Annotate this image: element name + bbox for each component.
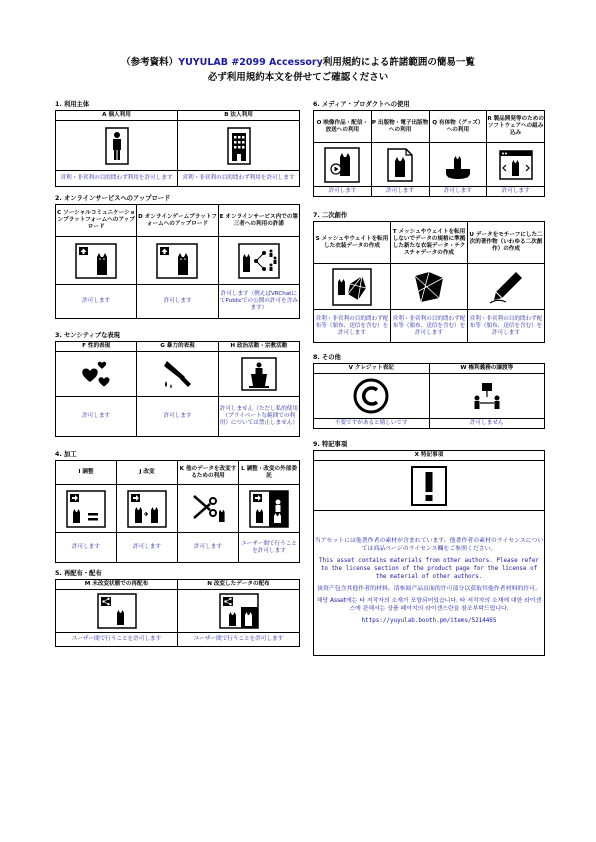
col-result: 許可しません（ただし私的使用（プライベートな範囲での利用）については禁止しません） xyxy=(218,397,299,437)
section-table xyxy=(55,341,300,437)
col-result: 許可します xyxy=(56,397,137,437)
icon-cell xyxy=(371,143,429,187)
col-result: ユーザー間で行うことを許可します xyxy=(239,533,300,563)
section-title: 9. 特記事項 xyxy=(313,441,348,448)
software-cat-icon xyxy=(498,147,534,183)
title-suffix: 利用規約による許諾範囲の簡易一覧 xyxy=(322,57,475,68)
col-result: 不要ですがあると嬉しいです xyxy=(314,419,430,429)
section-table xyxy=(55,110,300,187)
hearts-icon xyxy=(78,357,114,391)
icon-cell xyxy=(487,143,545,187)
upload-cat-icon xyxy=(75,243,117,279)
col-result: 許可します xyxy=(137,397,218,437)
icon-cell xyxy=(56,485,117,533)
icon-cell xyxy=(429,374,545,419)
icon-cell xyxy=(391,264,468,310)
building-icon xyxy=(227,127,251,165)
section-title: 3. センシティブな表現 xyxy=(55,332,120,339)
col-head: A 個人利用 xyxy=(56,111,178,121)
share-cat-icon xyxy=(238,243,280,279)
icon-cell xyxy=(178,590,300,633)
icon-cell xyxy=(314,143,372,187)
section-usage-subject xyxy=(55,100,300,187)
icon-cell xyxy=(56,352,137,397)
col-head: W 権利義務の譲渡等 xyxy=(429,364,545,374)
mesh-cat-icon xyxy=(332,268,372,306)
title-prefix: （参考資料） xyxy=(121,57,179,68)
col-head: D オンラインゲームプラットフォームへのアップロード xyxy=(137,205,218,237)
icon-cell xyxy=(137,237,218,285)
icon-cell xyxy=(137,352,218,397)
col-head: G 暴力的表現 xyxy=(137,342,218,352)
distribute-modified-icon xyxy=(219,593,259,629)
section-online-upload xyxy=(55,194,300,319)
icon-cell xyxy=(314,374,430,419)
col-head: L 調整・改変の外部委託 xyxy=(239,461,300,485)
modify-icon xyxy=(127,490,167,528)
col-result: 営利・非営利の目的問わず利用を許可します xyxy=(56,171,178,187)
icon-cell xyxy=(314,264,391,310)
col-result: 許可します xyxy=(429,187,487,197)
col-result: 営利・非営利の目的問わず配布等（頒布、送信を含む）を許可します xyxy=(468,310,545,343)
section-title: 6. メディア・プロダクトへの使用 xyxy=(313,101,410,108)
section-table xyxy=(55,204,300,319)
adjust-icon xyxy=(66,490,106,528)
pen-icon xyxy=(486,268,526,306)
video-cat-icon xyxy=(324,147,360,183)
title-accent: YUYULAB #2099 Accessory xyxy=(178,57,323,68)
section-title: 2. オンラインサービスへのアップロード xyxy=(55,195,171,202)
title-subline: 必ず利用規約本文を併せてご確認ください xyxy=(207,72,389,83)
col-result: 許可します xyxy=(56,533,117,563)
col-result: 営利・非営利の目的問わず配布等（頒布、送信を含む）を許可します xyxy=(314,310,391,343)
section-table xyxy=(313,221,545,343)
person-icon xyxy=(105,127,129,165)
section-table xyxy=(55,579,300,647)
col-head: S メッシュやウェイトを転用した衣装データの作成 xyxy=(314,222,391,264)
podium-icon xyxy=(241,357,277,391)
col-head: K 他のデータを改変するための利用 xyxy=(178,461,239,485)
col-head: I 調整 xyxy=(56,461,117,485)
col-head: O 映像作品・配信・放送への利用 xyxy=(314,111,372,143)
col-result: 許可します xyxy=(137,285,218,319)
section-table xyxy=(55,460,300,563)
col-result: 許可します xyxy=(117,533,178,563)
section-table xyxy=(313,110,545,197)
col-result: 営利・非営利の目的問わず配布等（頒布、送信を含む）を許可します xyxy=(391,310,468,343)
icon-cell xyxy=(178,485,239,533)
section-title: 7. 二次創作 xyxy=(313,212,348,219)
col-result: 許可します（例えばVRChatにてPublicでの公開の許可を含みます） xyxy=(218,285,299,319)
col-result: 許可します xyxy=(314,187,372,197)
section-sensitive-expression xyxy=(55,331,300,437)
note-en: This asset contains materials from other authors. Please refer to the license section of the product page for the license of the material of other authors. xyxy=(319,558,539,580)
icon-cell xyxy=(218,352,299,397)
section-table xyxy=(313,363,545,429)
col-result: 許可します xyxy=(178,533,239,563)
note-zh: 该资产包含其他作者的材料。请参阅产品页面的许可部分以获取其他作者材料的许可。 xyxy=(317,586,541,592)
icon-cell xyxy=(56,590,178,633)
cloth-icon xyxy=(409,268,449,306)
col-head: Q 有体物（グッズ）への利用 xyxy=(429,111,487,143)
icon-cell xyxy=(239,485,300,533)
knife-icon xyxy=(159,357,195,391)
section-table xyxy=(313,450,545,656)
icon-cell xyxy=(468,264,545,310)
outsource-icon xyxy=(249,490,289,528)
icon-cell xyxy=(429,143,487,187)
section-other xyxy=(313,353,545,429)
col-head: M 未改変状態での再配布 xyxy=(56,580,178,590)
section-media-products xyxy=(313,100,545,197)
section-derivative-works xyxy=(313,211,545,343)
icon-cell xyxy=(56,121,178,171)
redistribute-icon xyxy=(97,593,137,629)
col-head: N 改変したデータの配布 xyxy=(178,580,300,590)
section-processing xyxy=(55,450,300,563)
col-head: F 性的表現 xyxy=(56,342,137,352)
section-title: 4. 加工 xyxy=(55,451,77,458)
col-result: ユーザー間で行うことを許可します xyxy=(56,633,178,647)
transfer-icon xyxy=(468,377,506,415)
col-head: V クレジット表記 xyxy=(314,364,430,374)
icon-cell xyxy=(117,485,178,533)
section-title: 8. その他 xyxy=(313,354,341,361)
col-result: 許可しません xyxy=(429,419,545,429)
notes-cell xyxy=(314,511,545,656)
col-head: B 法人利用 xyxy=(178,111,300,121)
col-result: ユーザー間で行うことを許可します xyxy=(178,633,300,647)
col-result: 許可します xyxy=(56,285,137,319)
section-title: 5. 再配布・配布 xyxy=(55,570,102,577)
col-result: 営利・非営利の目的問わず利用を許可します xyxy=(178,171,300,187)
section-special-notes xyxy=(313,440,545,656)
col-result: 許可します xyxy=(487,187,545,197)
icon-cell xyxy=(56,237,137,285)
book-cat-icon xyxy=(382,147,418,183)
copyright-icon xyxy=(352,377,390,415)
col-head: J 改変 xyxy=(117,461,178,485)
notes-block xyxy=(314,537,544,625)
note-ko: 해당 Asset에는 타 저작자의 소재가 포함되어있습니다. 타 저작자의 소재에 대한 라이센스에 관해서는 상품 페이지의 라이센스란을 참조부탁드립니다. xyxy=(316,598,542,612)
col-head: R 製品開発等のためのソフトウェアへの組み込み xyxy=(487,111,545,143)
goods-cat-icon xyxy=(440,147,476,183)
upload-cat-icon xyxy=(156,243,198,279)
section-redistribution xyxy=(55,569,300,647)
note-ja: 当アセットには他著作者の素材が含まれています。他著作者の素材のライセンスについては商品ページのライセンス欄をご参照ください。 xyxy=(314,538,544,552)
col-head: E オンラインサービス内での第三者への利用の許諾 xyxy=(218,205,299,237)
page-title xyxy=(0,55,596,85)
icon-cell xyxy=(314,461,545,511)
icon-cell xyxy=(178,121,300,171)
col-result: 許可します xyxy=(371,187,429,197)
icon-cell xyxy=(218,237,299,285)
product-link[interactable]: https://yuyulab.booth.pm/items/5214465 xyxy=(361,618,497,624)
col-head: T メッシュやウェイトを転用しないでデータの規格に準拠した新たな衣装データ・テクスチャデータの作成 xyxy=(391,222,468,264)
section-title: 1. 利用主体 xyxy=(55,101,90,108)
col-head: U データをモチーフにした二次的著作物（いわゆる二次創作）の作成 xyxy=(468,222,545,264)
col-head: P 出版物・電子出版物への利用 xyxy=(371,111,429,143)
scissors-icon xyxy=(188,490,228,528)
col-head: X 特記事項 xyxy=(314,451,545,461)
col-head: H 政治活動・宗教活動 xyxy=(218,342,299,352)
col-head: C ソーシャルコミュニケーションプラットフォームへのアップロード xyxy=(56,205,137,237)
exclamation-icon xyxy=(410,465,448,507)
